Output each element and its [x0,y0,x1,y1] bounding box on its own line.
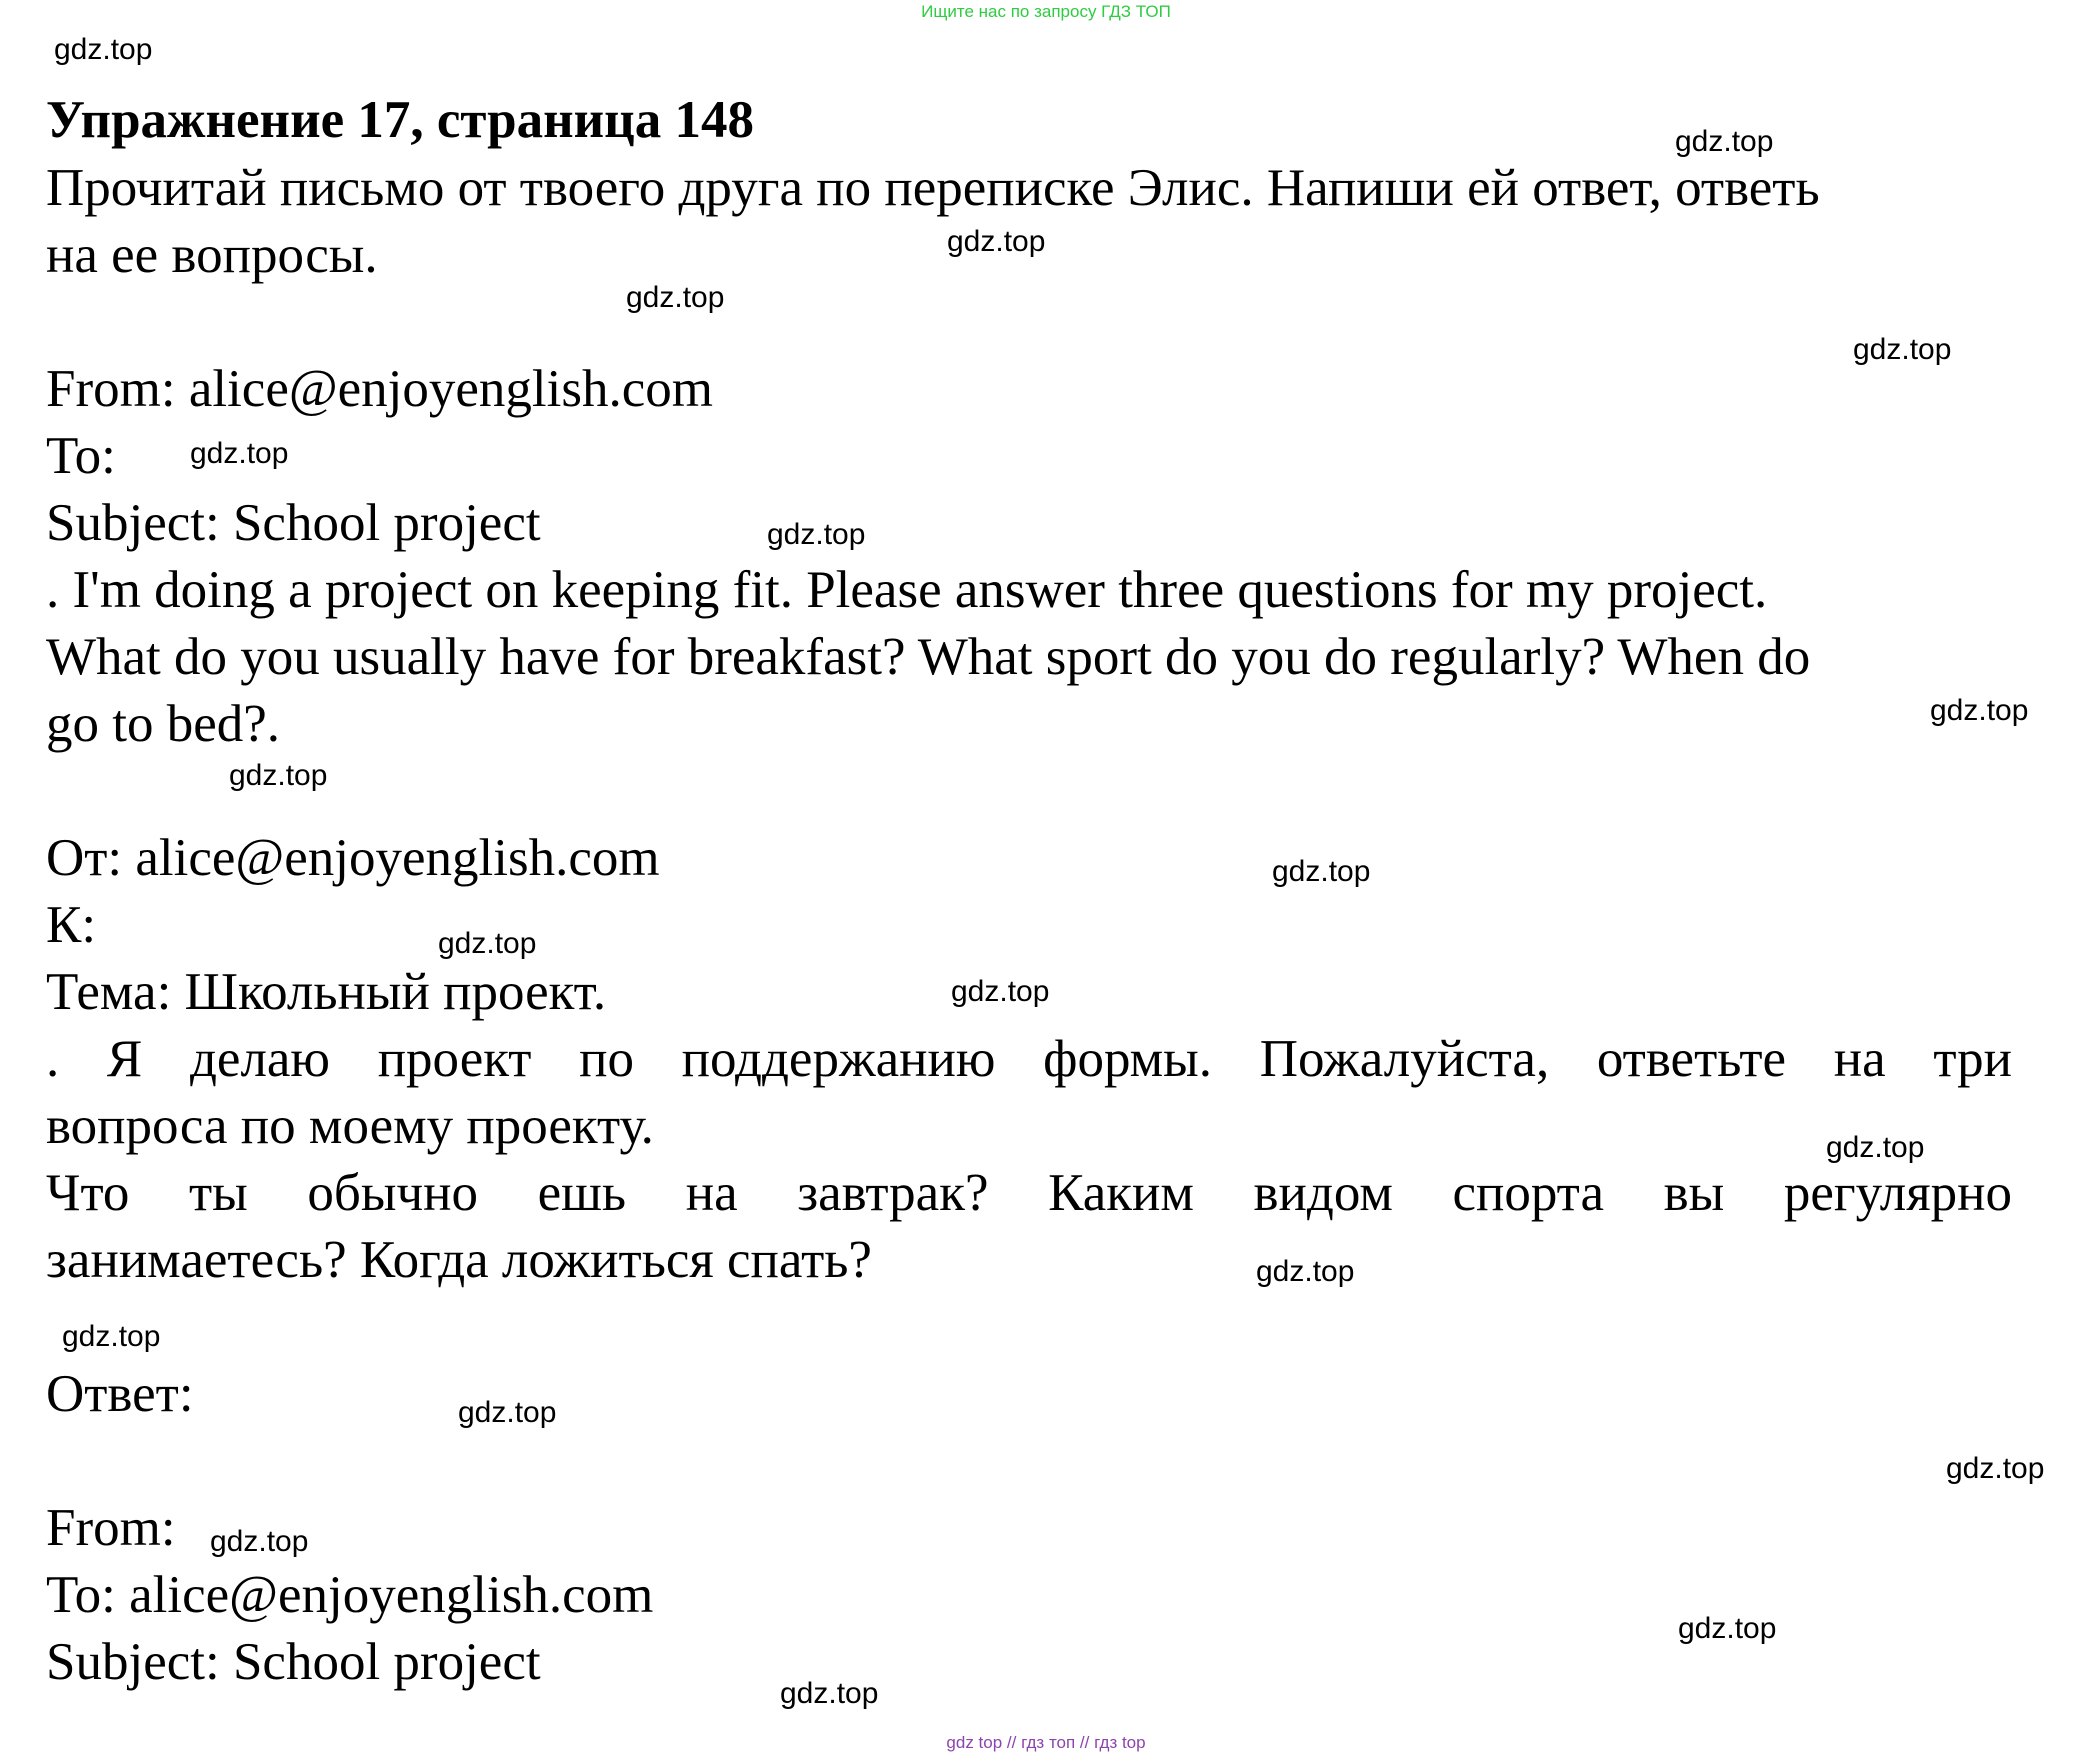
letter-en-from: From: alice@enjoyenglish.com [46,360,714,418]
watermark: gdz.top [190,437,289,470]
watermark: gdz.top [1853,333,1952,366]
header-note: Ищите нас по запросу ГДЗ ТОП [921,2,1171,21]
watermark: gdz.top [626,281,725,314]
footer-note: gdz top // гдз топ // гдз top [946,1733,1146,1752]
letter-en-to: To: [46,427,116,485]
reply-from: From: [46,1499,176,1557]
watermark: gdz.top [229,759,328,792]
letter-ru-to: К: [46,896,97,954]
watermark: gdz.top [1946,1452,2045,1485]
watermark: gdz.top [62,1320,161,1353]
letter-ru-body-line-2: вопроса по моему проекту. [46,1097,654,1155]
page-title: Упражнение 17, страница 148 [46,91,754,149]
watermark: gdz.top [947,225,1046,258]
letter-ru-body-line-3: Что ты обычно ешь на завтрак? Каким видом спорта вы регулярно [46,1164,2012,1222]
watermark: gdz.top [1826,1131,1925,1164]
answer-label: Ответ: [46,1365,194,1423]
instruction-line-2: на ее вопросы. [46,226,378,284]
watermark: gdz.top [767,518,866,551]
letter-en-body-line-2: What do you usually have for breakfast? What sport do you do regularly? When do [46,628,1811,686]
watermark: gdz.top [54,33,153,66]
letter-en-body-line-3: go to bed?. [46,695,281,753]
watermark: gdz.top [458,1396,557,1429]
watermark: gdz.top [1272,855,1371,888]
instruction-line-1: Прочитай письмо от твоего друга по переписке Элис. Напиши ей ответ, ответь [46,159,1820,217]
reply-to: To: alice@enjoyenglish.com [46,1566,654,1624]
watermark: gdz.top [1256,1255,1355,1288]
watermark: gdz.top [1930,694,2029,727]
letter-ru-from: От: alice@enjoyenglish.com [46,829,660,887]
watermark: gdz.top [210,1525,309,1558]
watermark: gdz.top [1675,125,1774,158]
watermark: gdz.top [1678,1612,1777,1645]
watermark: gdz.top [951,975,1050,1008]
letter-en-subject: Subject: School project [46,494,541,552]
letter-ru-subject: Тема: Школьный проект. [46,963,607,1021]
letter-ru-body-line-4: занимаетесь? Когда ложиться спать? [46,1231,872,1289]
reply-subject: Subject: School project [46,1633,541,1691]
letter-en-body-line-1: . I'm doing a project on keeping fit. Please answer three questions for my project. [46,561,1768,619]
watermark: gdz.top [438,927,537,960]
watermark: gdz.top [780,1677,879,1710]
letter-ru-body-line-1: . Я делаю проект по поддержанию формы. Пожалуйста, ответьте на три [46,1030,2012,1088]
